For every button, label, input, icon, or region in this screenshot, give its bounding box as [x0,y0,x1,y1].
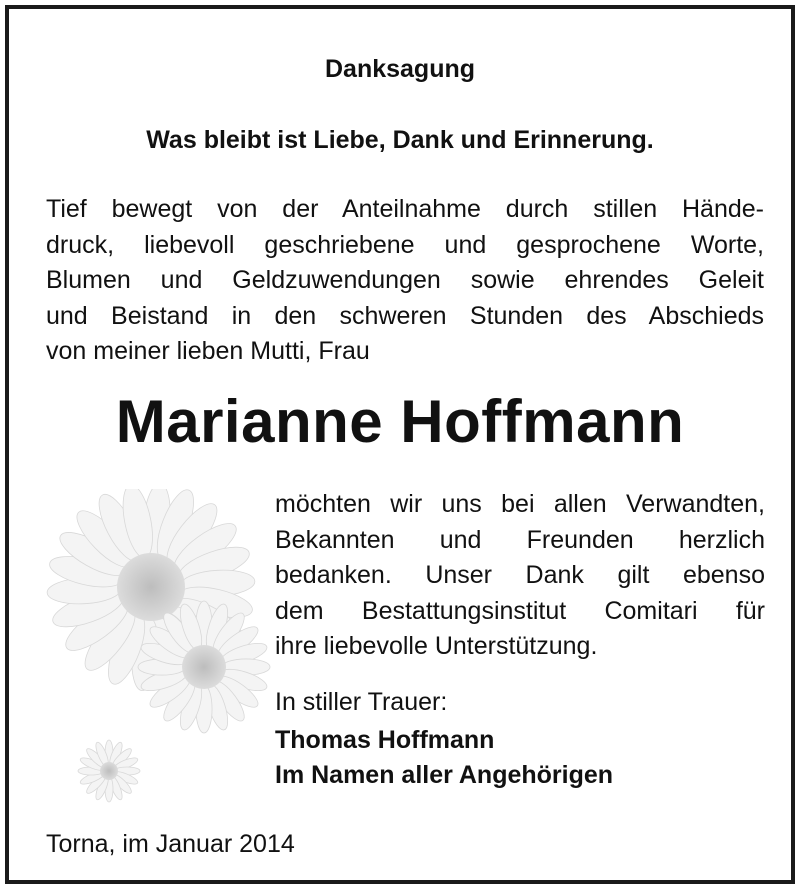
intro-paragraph [46,192,764,370]
thanks-line: möchten wir uns bei allen Verwandten, [275,490,765,518]
notice-heading: Danksagung [324,55,476,83]
thanks-line: dem Bestattungsinstitut Comitari für [275,596,765,625]
notice-motto: Was bleibt ist Liebe, Dank und Erinnerung. [146,126,654,154]
thanks-line: bedanken. Unser Dank gilt ebenso [275,561,765,589]
thanks-line: ihre liebevolle Unterstützung. [275,632,598,660]
intro-line: druck, liebevoll geschriebene und gesprochene Worte, [46,230,764,259]
thanks-line: Bekannten und Freunden herzlich [275,525,765,554]
daisy-flowers-icon [39,489,274,809]
deceased-name: Marianne Hoffmann [115,388,685,455]
intro-line: Blumen und Geldzuwendungen sowie ehrendes Geleit [46,266,764,294]
intro-line: von meiner lieben Mutti, Frau [46,337,370,365]
intro-line: und Beistand in den schweren Stunden des Abschieds [46,301,764,330]
intro-line: Tief bewegt von der Anteilnahme durch stillen Hände- [46,195,764,223]
signatory-note: Im Namen aller Angehörigen [275,761,614,789]
mourning-label: In stiller Trauer: [275,688,448,716]
notice-frame [5,5,795,884]
place-date: Torna, im Januar 2014 [46,830,295,858]
thanks-paragraph [275,487,765,665]
signatory-name: Thomas Hoffmann [275,726,495,754]
